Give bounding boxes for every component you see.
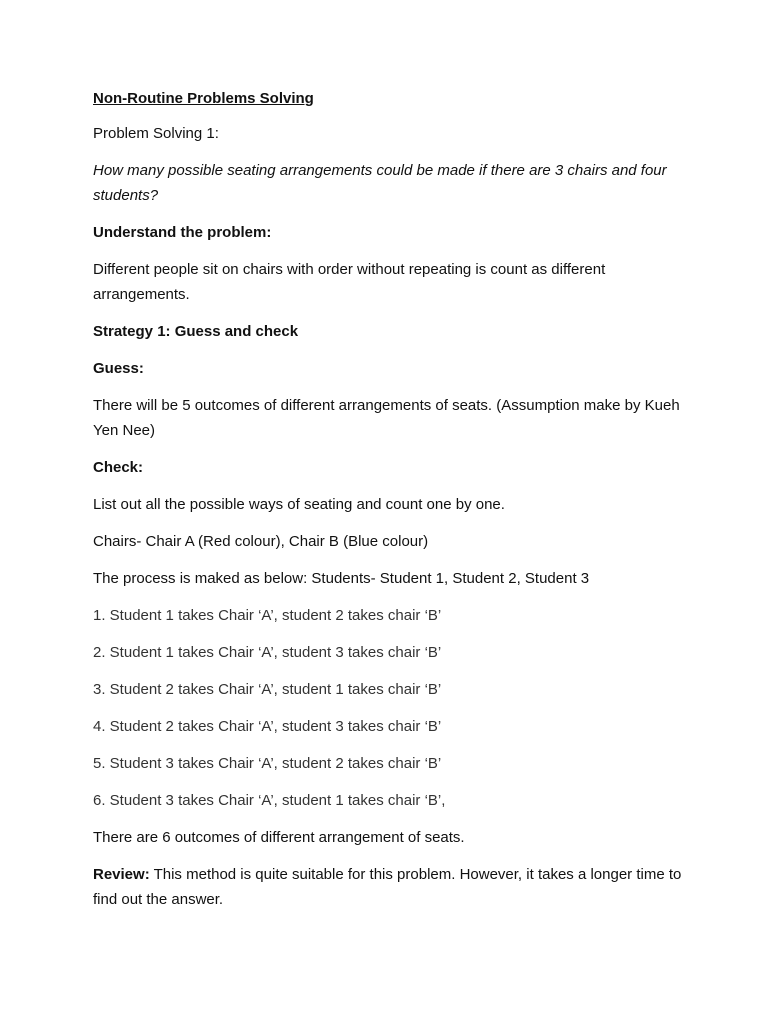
understand-heading: Understand the problem: <box>93 224 272 241</box>
check-text: List out all the possible ways of seating and count one by one. <box>93 496 505 513</box>
review-paragraph <box>93 862 693 912</box>
process-text: The process is maked as below: Students- Student 1, Student 2, Student 3 <box>93 570 590 587</box>
review-label: Review: <box>93 866 150 883</box>
list-item: 6. Student 3 takes Chair ‘A’, student 1 takes chair ‘B’, <box>93 792 446 809</box>
problem-question: How many possible seating arrangements could be made if there are 3 chairs and four students? <box>93 162 667 204</box>
understand-text: Different people sit on chairs with order without repeating is count as different arrangements. <box>93 261 606 303</box>
guess-heading: Guess: <box>93 360 144 377</box>
strategy-heading: Strategy 1: Guess and check <box>93 323 299 340</box>
guess-text: There will be 5 outcomes of different arrangements of seats. (Assumption make by Kueh Yen Nee) <box>93 397 680 439</box>
document-body <box>93 86 693 924</box>
list-item: 4. Student 2 takes Chair ‘A’, student 3 takes chair ‘B’ <box>93 718 442 735</box>
list-item: 3. Student 2 takes Chair ‘A’, student 1 takes chair ‘B’ <box>93 681 442 698</box>
review-text: This method is quite suitable for this problem. However, it takes a longer time to find out the answer. <box>93 866 682 908</box>
outcome-text: There are 6 outcomes of different arrangement of seats. <box>93 829 465 846</box>
list-item: 5. Student 3 takes Chair ‘A’, student 2 takes chair ‘B’ <box>93 755 442 772</box>
list-item: 1. Student 1 takes Chair ‘A’, student 2 takes chair ‘B’ <box>93 607 442 624</box>
list-item: 2. Student 1 takes Chair ‘A’, student 3 takes chair ‘B’ <box>93 644 442 661</box>
document-title: Non-Routine Problems Solving <box>93 90 314 107</box>
chairs-text: Chairs- Chair A (Red colour), Chair B (Blue colour) <box>93 533 429 550</box>
check-heading: Check: <box>93 459 144 476</box>
problem-label: Problem Solving 1: <box>93 125 219 142</box>
